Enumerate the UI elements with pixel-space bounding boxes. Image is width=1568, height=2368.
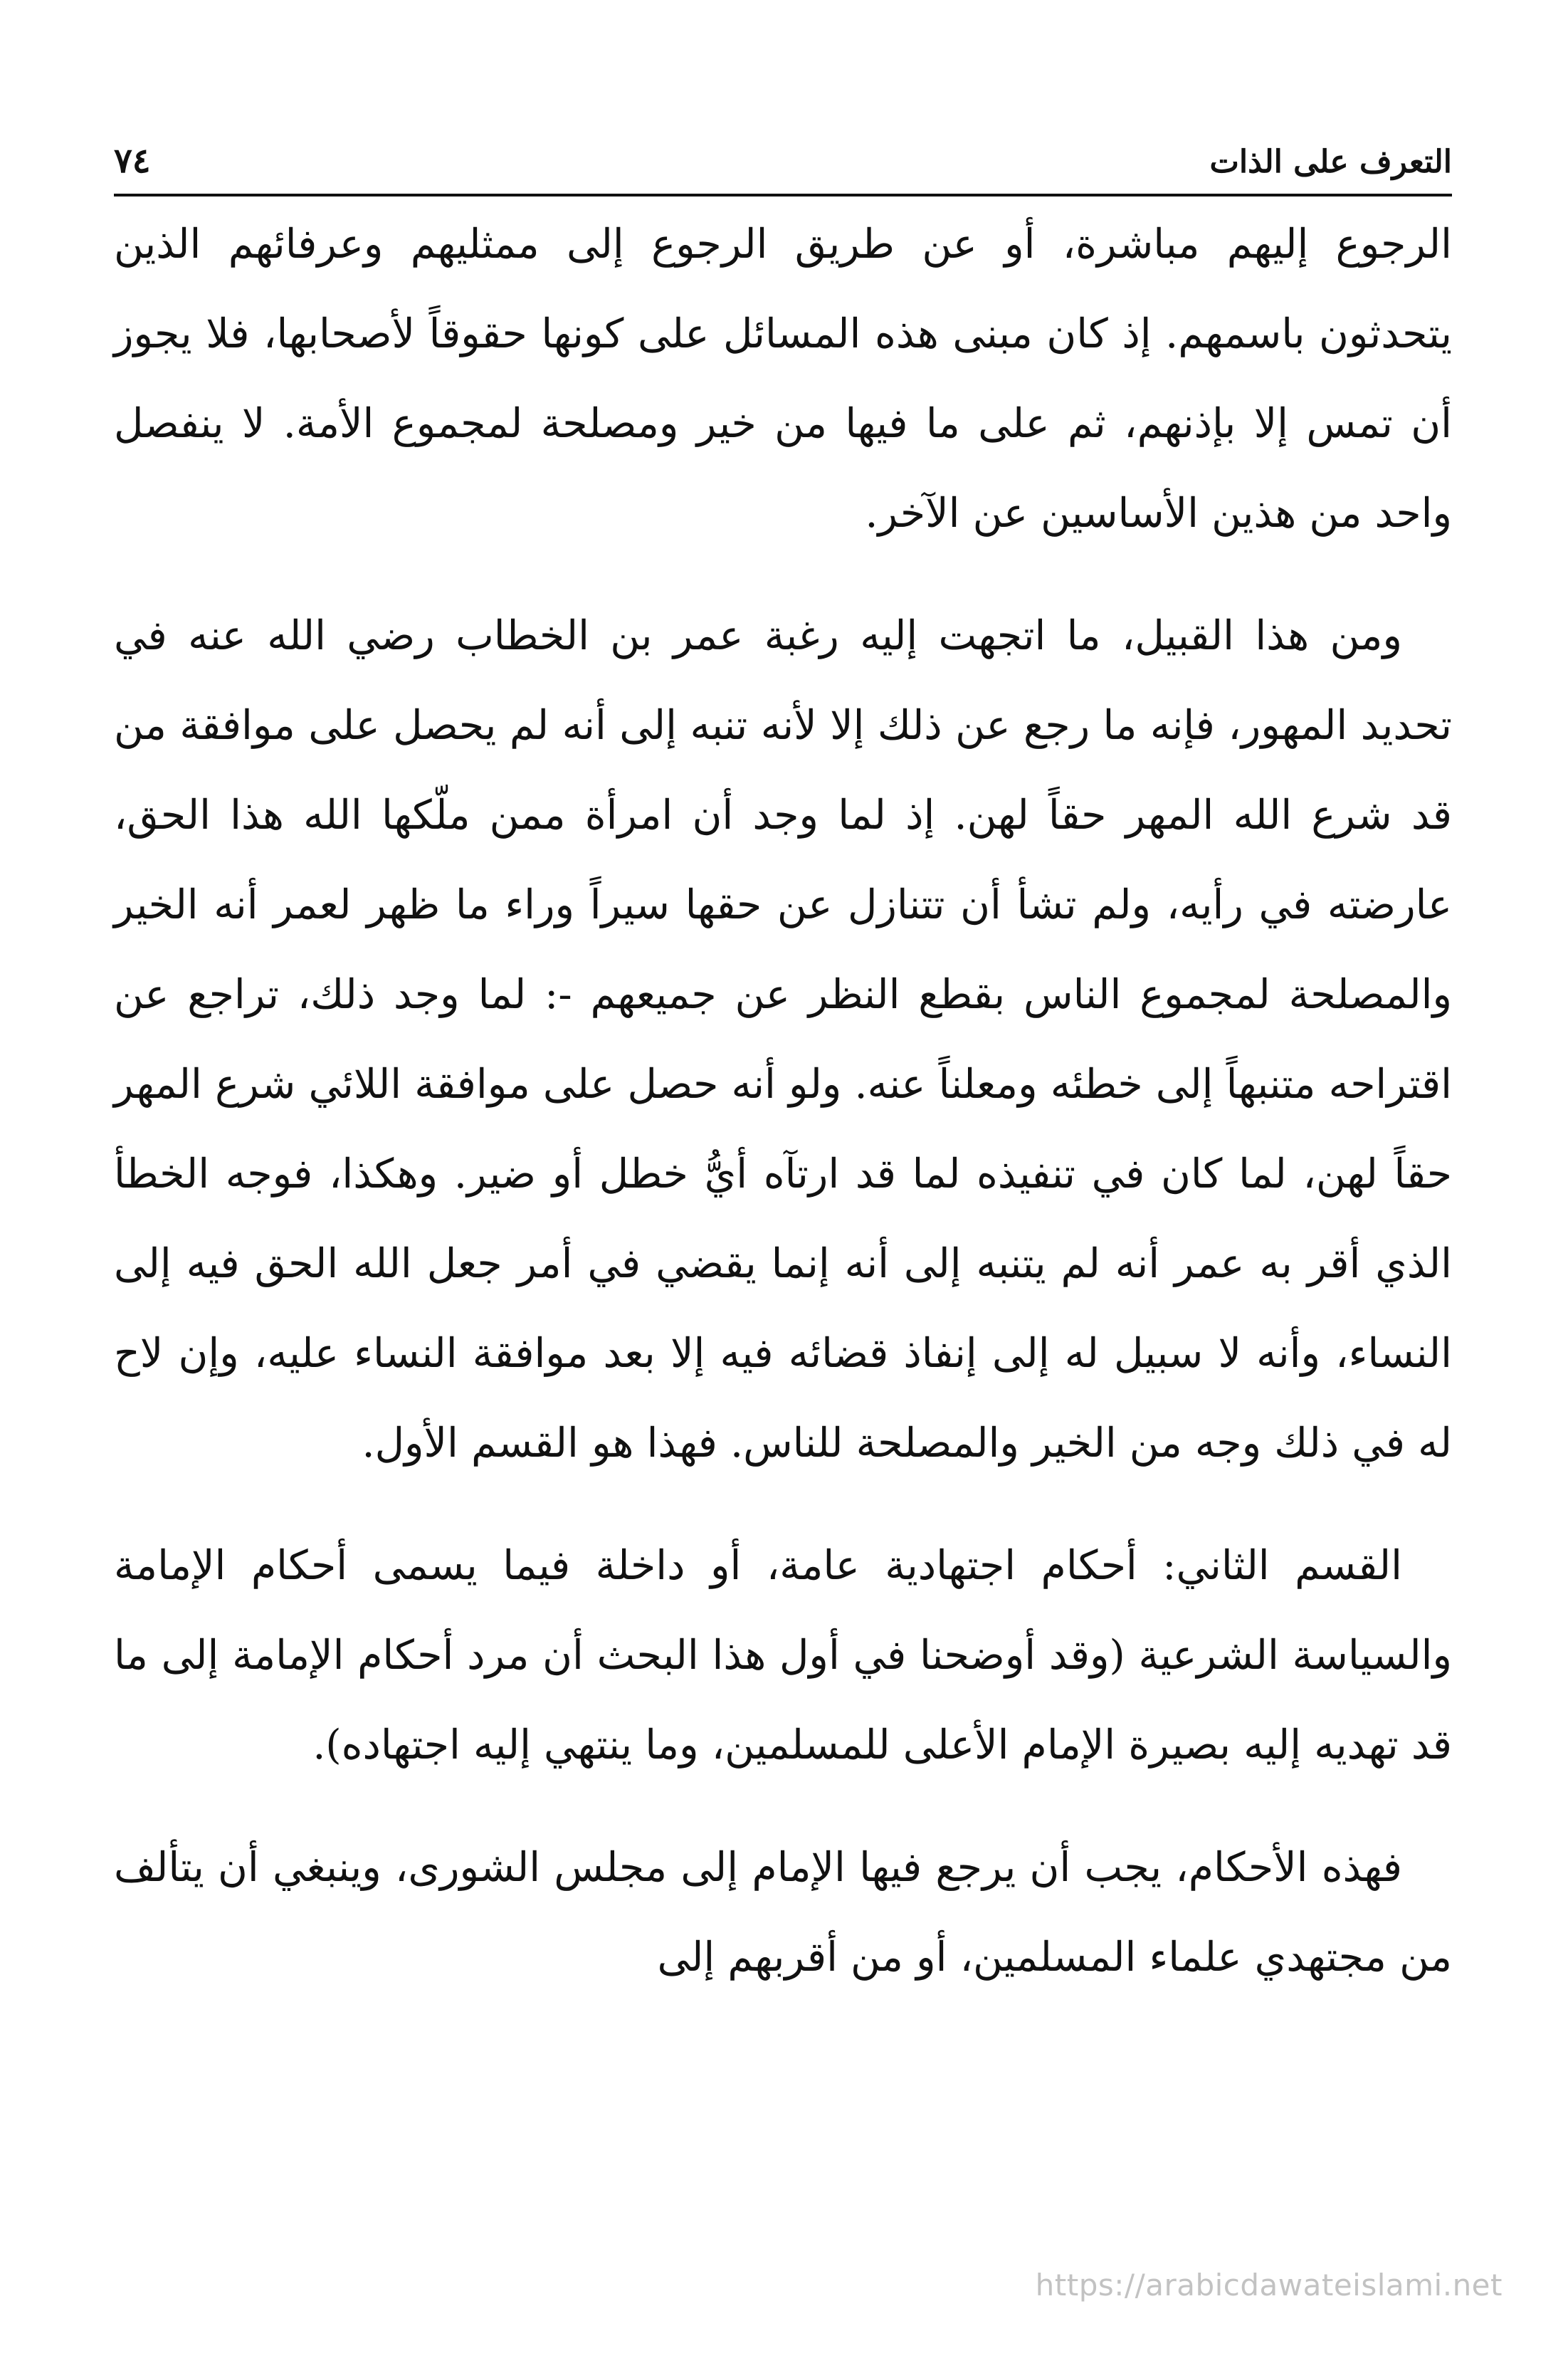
- paragraph-4: فهذه الأحكام، يجب أن يرجع فيها الإمام إلى مجلس الشورى، وينبغي أن يتألف من مجتهدي علماء المسلمين، أو من أقربهم إلى: [114, 1844, 1452, 1981]
- running-title: التعرف على الذات: [1209, 144, 1452, 180]
- page-body: [114, 199, 1452, 2002]
- book-page: [114, 78, 1452, 2321]
- page-number: ٧٤: [114, 141, 151, 181]
- paragraph-1: الرجوع إليهم مباشرة، أو عن طريق الرجوع إلى ممثليهم وعرفائهم الذين يتحدثون باسمهم. إذ كان مبنى هذه المسائل على كونها حقوقاً لأصحابها، فلا يجوز أن تمس إلا بإذنهم، ثم على ما فيها من خير ومصلحة لمجموع الأمة. لا ينفصل واحد من هذين الأساسين عن الآخر.: [114, 221, 1452, 537]
- page-header: [114, 100, 1452, 181]
- site-watermark: https://arabicdawateislami.net: [1035, 2268, 1503, 2302]
- paragraph-2: ومن هذا القبيل، ما اتجهت إليه رغبة عمر بن الخطاب رضي الله عنه في تحديد المهور، فإنه ما رجع عن ذلك إلا لأنه تنبه إلى أنه لم يحصل على موافقة من قد شرع الله المهر حقاً لهن. إذ لما وجد أن امرأة ممن ملّكها الله هذا الحق، عارضته في رأيه، ولم تشأ أن تتنازل عن حقها سيراً وراء ما ظهر لعمر أنه الخير والمصلحة لمجموع الناس بقطع النظر عن جميعهم -: لما وجد ذلك، تراجع عن اقتراحه متنبهاً إلى خطئه ومعلناً عنه. ولو أنه حصل على موافقة اللائي شرع المهر حقاً لهن، لما كان في تنفيذه لما قد ارتآه أيُّ خطل أو ضير. وهكذا، فوجه الخطأ الذي أقر به عمر أنه لم يتنبه إلى أنه إنما يقضي في أمر جعل الله الحق فيه إلى النساء، وأنه لا سبيل له إلى إنفاذ قضائه فيه إلا بعد موافقة النساء عليه، وإن لاح له في ذلك وجه من الخير والمصلحة للناس. فهذا هو القسم الأول.: [114, 612, 1452, 1467]
- paragraph-3: القسم الثاني: أحكام اجتهادية عامة، أو داخلة فيما يسمى أحكام الإمامة والسياسة الشرعية (وقد أوضحنا في أول هذا البحث أن مرد أحكام الإمامة إلى ما قد تهديه إليه بصيرة الإمام الأعلى للمسلمين، وما ينتهي إليه اجتهاده).: [114, 1542, 1452, 1769]
- header-divider: [114, 194, 1452, 197]
